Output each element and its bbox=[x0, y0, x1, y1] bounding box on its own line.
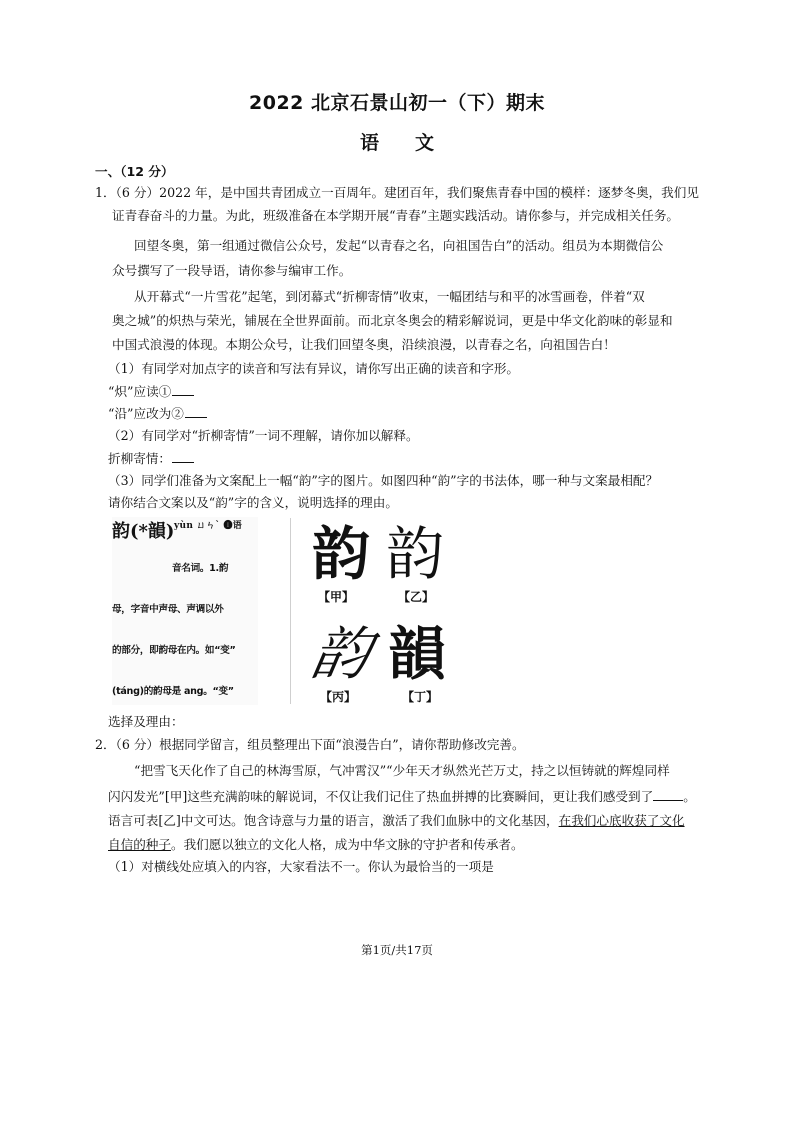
q1-sub1: （1）有同学对加点字的读音和写法有异议，请你写出正确的读音和字形。 bbox=[108, 361, 520, 376]
section-label: 一、（12 分） bbox=[95, 164, 174, 179]
answer-blank-3[interactable] bbox=[172, 450, 194, 463]
q2-intro: 2．（6 分）根据同学留言，组员整理出下面“浪漫告白”，请你帮助修改完善。 bbox=[95, 737, 525, 752]
exam-subject: 语文 bbox=[359, 132, 470, 154]
q1-intro-line1: 1．（6 分）2022 年，是中国共青团成立一百周年。建团百年，我们聚焦青春中国的模样：逐梦冬奥，我们见 bbox=[95, 185, 699, 200]
q1-para-line3: 中国式浪漫的体现。本期公众号，让我们回望冬奥，沿续浪漫，以青春之名，向祖国告白！ bbox=[112, 337, 616, 352]
dictionary-line: 音名词。1.韵 bbox=[172, 563, 229, 575]
q1-sub2-a-text: 折柳寄情： bbox=[108, 451, 171, 466]
answer-blank-4[interactable] bbox=[653, 788, 683, 801]
calligraphy-label-jia: 【甲】 bbox=[318, 590, 355, 604]
q1-task-line1: 回望冬奥，第一组通过微信公众号，发起“以青春之名，向祖国告白”的活动。组员为本期微信公 bbox=[134, 238, 664, 253]
q2-para-line2-text: 闪闪发光”[甲]这些充满韵味的解说词，不仅让我们记住了热血拼搏的比赛瞬间，更让我们感受到了 bbox=[108, 789, 654, 804]
q2-underlined-phrase-2: 自信的种子 bbox=[108, 837, 171, 852]
answer-blank-2[interactable] bbox=[185, 405, 207, 418]
calligraphy-jia: 韵 bbox=[312, 520, 371, 588]
q2-para-line4 bbox=[108, 836, 524, 854]
answer-blank-1[interactable] bbox=[172, 383, 194, 396]
page-footer: 第1页/共17页 bbox=[361, 943, 433, 957]
q2-para-line4-text: 。我们愿以独立的文化人格，成为中华文脉的守护者和传承者。 bbox=[170, 837, 524, 852]
q1-task-line2: 众号撰写了一段导语，请你参与编审工作。 bbox=[112, 263, 352, 278]
calligraphy-bing: 韵 bbox=[306, 620, 377, 688]
q2-sub1: （1）对横线处应填入的内容，大家看法不一。你认为最恰当的一项是 bbox=[108, 859, 494, 874]
q1-sub2-a bbox=[108, 450, 194, 468]
dictionary-line: (táng)的韵母是 ang。“变” bbox=[112, 685, 234, 697]
calligraphy-label-bing: 【丙】 bbox=[320, 690, 357, 704]
q1-sub2: （2）有同学对“折柳寄情”一词不理解，请你加以解释。 bbox=[108, 428, 419, 443]
q1-sub1-a-text: “炽”应读① bbox=[108, 384, 172, 399]
q1-sub3-line2: 请你结合文案以及“韵”字的含义，说明选择的理由。 bbox=[108, 495, 398, 510]
calligraphy-label-ding: 【丁】 bbox=[402, 690, 439, 704]
q1-sub1-a bbox=[108, 383, 194, 401]
q2-para-line1: “把雪飞天化作了自己的林海雪原，气冲霄汉”“少年天才纵然光芒万丈，持之以恒铸就的辉煌同样 bbox=[134, 763, 670, 778]
image-divider bbox=[290, 518, 291, 704]
calligraphy-yi: 韵 bbox=[386, 520, 445, 588]
calligraphy-ding: 韻 bbox=[388, 620, 447, 688]
q2-underlined-phrase-1: 在我们心底收获了文化 bbox=[558, 813, 685, 828]
dictionary-line: 的部分，即韵母在内。如“变” bbox=[112, 644, 236, 656]
dictionary-definition bbox=[112, 535, 258, 705]
q2-para-line2-end: 。 bbox=[683, 789, 696, 804]
q2-para-line3-text: 语言可表[乙]中文可达。饱含诗意与力量的语言，激活了我们血脉中的文化基因， bbox=[108, 813, 559, 828]
q1-sub1-b-text: “沿”应改为② bbox=[108, 406, 184, 421]
q1-sub3-answer: 选择及理由： bbox=[108, 714, 184, 729]
dictionary-line: 母，字音中声母、声调以外 bbox=[112, 603, 224, 615]
q1-para-line2: 奥之城”的炽热与荣光，铺展在全世界面前。而北京冬奥会的精彩解说词，更是中华文化韵味的彰显和 bbox=[112, 313, 673, 328]
q1-intro-line2: 证青春奋斗的力量。为此，班级准备在本学期开展“青春”主题实践活动。请你参与，并完成相关任务。 bbox=[112, 208, 680, 223]
q2-para-line3 bbox=[108, 812, 685, 830]
dictionary-excerpt-image bbox=[112, 517, 258, 705]
exam-title: 2022 北京石景山初一（下）期末 bbox=[249, 92, 545, 114]
q1-sub1-b bbox=[108, 405, 207, 423]
q1-para-line1: 从开幕式“一片雪花”起笔，到闭幕式“折柳寄情”收束，一幅团结与和平的冰雪画卷，伴着“双 bbox=[134, 289, 645, 304]
q2-para-line2 bbox=[108, 788, 696, 806]
calligraphy-label-yi: 【乙】 bbox=[398, 590, 435, 604]
dictionary-headword: 韵(*韻) bbox=[112, 521, 175, 542]
q1-sub3-line1: （3）同学们准备为文案配上一幅“韵”字的图片。如图四种“韵”字的书法体，哪一种与文案最相配？ bbox=[108, 473, 659, 488]
dictionary-pinyin: yùn ㄩㄣˋ ❶语 bbox=[174, 521, 243, 531]
